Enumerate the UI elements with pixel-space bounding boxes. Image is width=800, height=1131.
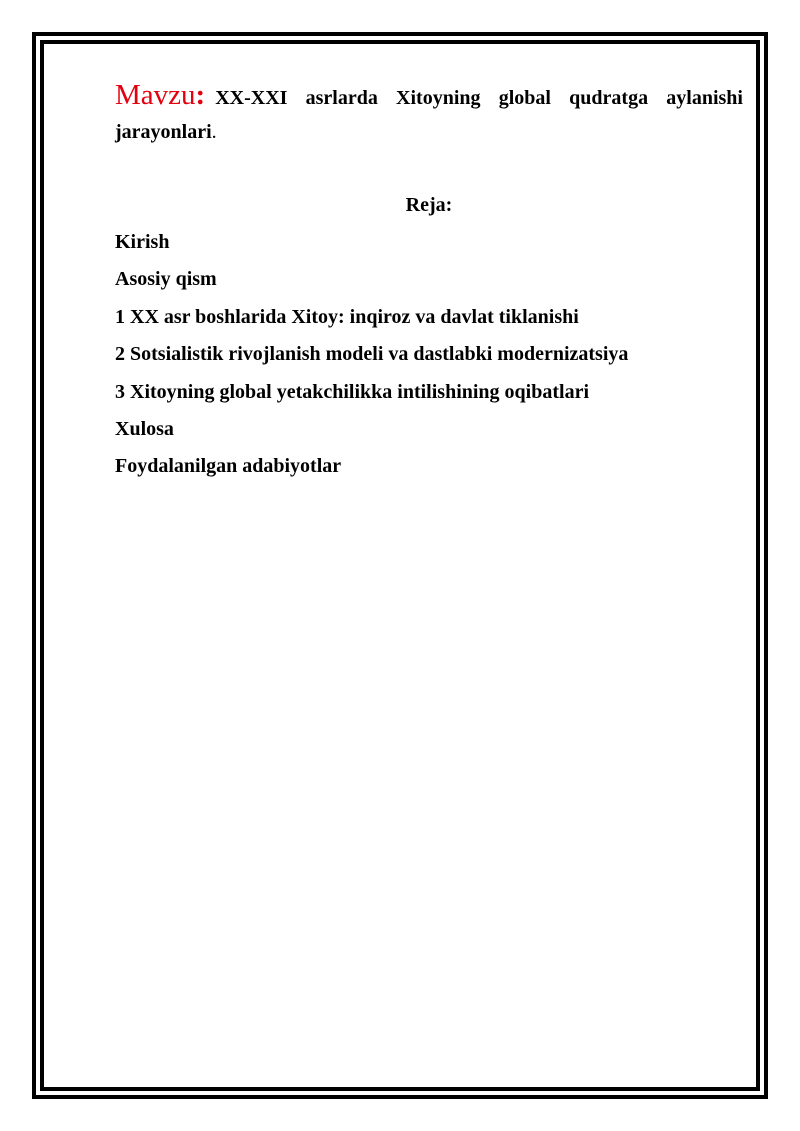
plan-item-conclusion: Xulosa xyxy=(115,417,174,440)
topic-title xyxy=(115,78,743,149)
plan-item-references: Foydalanilgan adabiyotlar xyxy=(115,455,342,478)
plan-item-section-3: 3 Xitoyning global yetakchilikka intilishining oqibatlari xyxy=(115,380,590,403)
topic-period: . xyxy=(211,121,217,143)
plan-list xyxy=(115,230,743,478)
plan-item-main-part: Asosiy qism xyxy=(115,268,217,291)
topic-text: XX-XXI asrlarda Xitoyning global qudratga aylanishi jarayonlari xyxy=(115,87,743,143)
topic-label: Mavzu xyxy=(115,79,196,111)
topic-colon: : xyxy=(195,79,206,111)
plan-item-section-2: 2 Sotsialistik rivojlanish modeli va dastlabki modernizatsiya xyxy=(115,343,629,366)
document-body xyxy=(115,78,743,492)
plan-item-section-1: 1 XX asr boshlarida Xitoy: inqiroz va davlat tiklanishi xyxy=(115,305,579,328)
plan-heading: Reja: xyxy=(405,194,453,216)
plan-item-introduction: Kirish xyxy=(115,231,170,253)
